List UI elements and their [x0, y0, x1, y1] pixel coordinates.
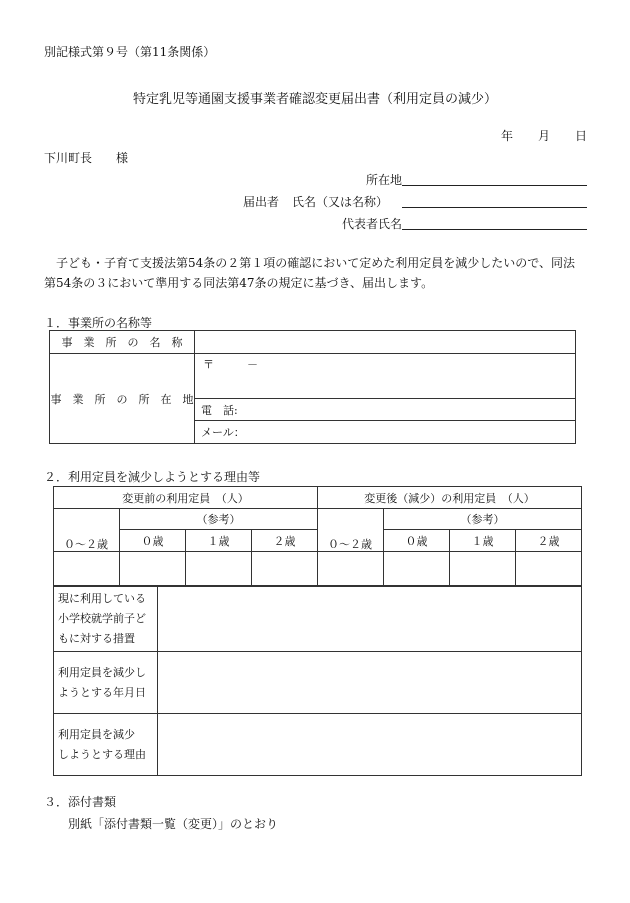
phone-field[interactable] [195, 399, 576, 421]
section3-heading: ３．添付書類 [44, 795, 117, 809]
body-text-line2: 第54条の３において準用する同法第47条の規定に基づき、届出します。 [44, 276, 434, 290]
before-col-age2: ２歳 [252, 530, 318, 552]
after-value-0-2[interactable] [318, 552, 384, 586]
attachments-content: 別紙「添付書類一覧（変更）」のとおり [68, 817, 279, 831]
after-col-age0: ０歳 [384, 530, 450, 552]
reduction-reason-field[interactable] [158, 714, 582, 776]
reduction-date-field[interactable] [158, 652, 582, 714]
before-col-age0: ０歳 [120, 530, 186, 552]
phone-label: 電 話: [201, 403, 238, 417]
after-value-0[interactable] [384, 552, 450, 586]
location-field[interactable] [402, 185, 587, 186]
document-title: 特定乳児等通園支援事業者確認変更届出書（利用定員の減少） [132, 92, 497, 107]
body-text-line1: 子ども・子育て支援法第54条の２第１項の確認において定めた利用定員を減少したいので、同法 [56, 256, 576, 270]
before-value-1[interactable] [186, 552, 252, 586]
after-col-age2: ２歳 [516, 530, 582, 552]
form-number: 別記様式第９号（第11条関係） [44, 45, 216, 59]
current-children-measures-field[interactable] [158, 587, 582, 652]
reduction-reason-label: 利用定員を減少 しようとする理由 [54, 714, 158, 776]
after-col-age0-2: ０～２歳 [328, 538, 372, 551]
section2-heading: ２．利用定員を減少しようとする理由等 [44, 470, 261, 484]
facility-name-label: 事 業 所 の 名 称 [50, 331, 195, 354]
name-label: 氏名（又は名称） [292, 195, 389, 209]
postal-code-field[interactable] [195, 354, 576, 399]
email-field[interactable] [195, 421, 576, 444]
reason-table [53, 586, 582, 776]
postal-label: 〒 － [203, 358, 258, 371]
email-label: メール： [201, 426, 245, 439]
representative-label: 代表者氏名 [342, 217, 403, 231]
representative-field[interactable] [402, 229, 587, 230]
reduction-date-label: 利用定員を減少し ようとする年月日 [54, 652, 158, 714]
location-label: 所在地 [366, 173, 403, 187]
after-value-1[interactable] [450, 552, 516, 586]
after-reference-label: （参考） [384, 509, 582, 530]
facility-address-label: 事 業 所 の 所 在 地 [50, 354, 195, 444]
after-value-2[interactable] [516, 552, 582, 586]
before-value-0[interactable] [120, 552, 186, 586]
date-month-label: 月 [538, 129, 551, 143]
before-value-2[interactable] [252, 552, 318, 586]
before-capacity-header: 変更前の利用定員 （人） [54, 487, 318, 509]
notifier-role-label: 届出者 [243, 195, 280, 209]
date-day-label: 日 [575, 129, 588, 143]
current-children-measures-label: 現に利用している 小学校就学前子ど もに対する措置 [54, 587, 158, 652]
name-field[interactable] [402, 207, 587, 208]
facility-table [49, 330, 576, 444]
after-capacity-header: 変更後（減少）の利用定員 （人） [318, 487, 582, 509]
after-col-age1: １歳 [450, 530, 516, 552]
before-value-0-2[interactable] [54, 552, 120, 586]
before-col-age0-2: ０～２歳 [64, 538, 108, 551]
section1-heading: １．事業所の名称等 [44, 316, 153, 330]
addressee: 下川町長 様 [44, 151, 129, 165]
date-year-label: 年 [501, 129, 514, 143]
before-col-age1: １歳 [186, 530, 252, 552]
facility-name-field[interactable] [195, 331, 576, 354]
before-reference-label: （参考） [120, 509, 318, 530]
